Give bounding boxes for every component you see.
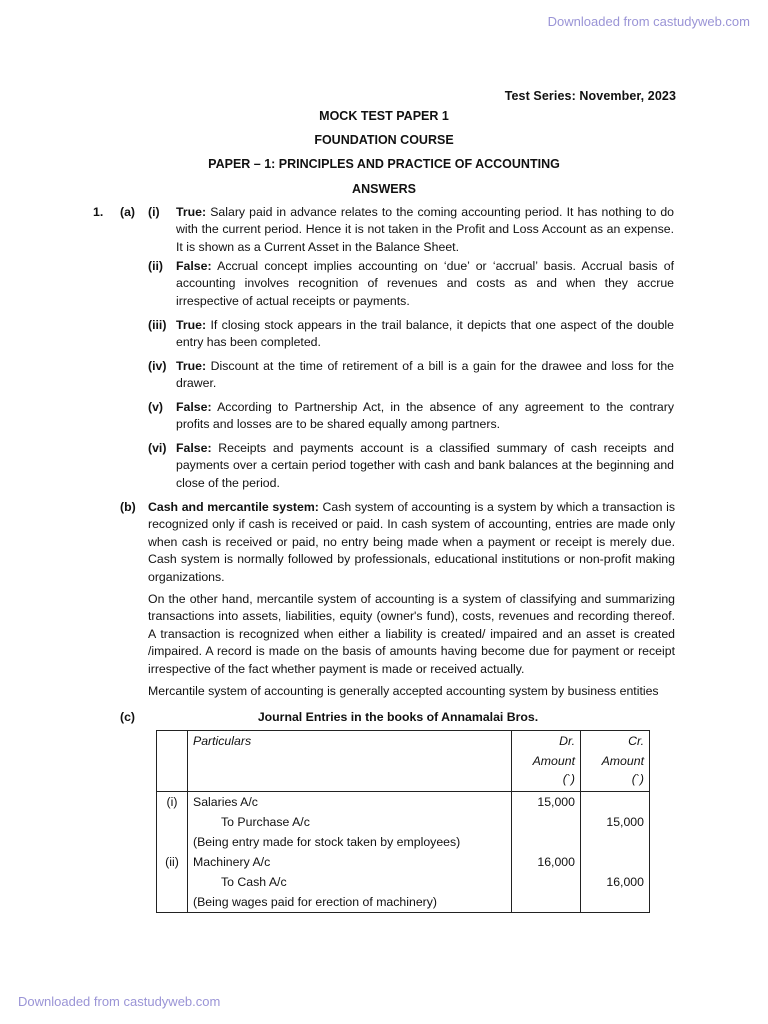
answer-a-i — [148, 204, 674, 256]
entry-number: (ii) — [157, 852, 188, 872]
answer-text: According to Partnership Act, in the absence of any agreement to the contrary profits and losses are to be shared equally among partners. — [176, 400, 674, 432]
header-particulars: Particulars — [188, 731, 512, 752]
credit-amount: 16,000 — [581, 872, 650, 892]
paper-name: PAPER – 1: PRINCIPLES AND PRACTICE OF ACCOUNTING — [208, 157, 560, 171]
part-c-label: (c) — [120, 710, 136, 724]
header-cr-currency: (`) — [581, 771, 650, 792]
debit-account: Salaries A/c — [188, 792, 512, 813]
item-number: (ii) — [148, 259, 164, 273]
table-row — [157, 832, 650, 852]
answer-text: Receipts and payments account is a classified summary of cash receipts and payments over a certain period together with cash and bank balances at the beginning and close of the period. — [176, 441, 674, 490]
journal-table — [156, 730, 650, 913]
narration: (Being entry made for stock taken by employees) — [188, 832, 512, 852]
table-header-row — [157, 731, 650, 752]
part-b-heading: Cash and mercantile system: — [148, 500, 319, 514]
part-a-label: (a) — [120, 205, 136, 219]
answer-a-iv — [148, 358, 674, 393]
table-header-row — [157, 751, 650, 771]
header-dr: Dr. — [512, 731, 581, 752]
item-number: (iii) — [148, 318, 167, 332]
header-cr: Cr. — [581, 731, 650, 752]
answer-a-vi — [148, 440, 674, 492]
header-dr-currency: (`) — [512, 771, 581, 792]
answer-b-paragraph-2: On the other hand, mercantile system of accounting is a system of classifying and summarizing transactions into assets, liabilities, equity (owner's fund), costs, revenues and recording thereof. A transaction is recognized when either a liability is created/ impaired and an asset is created /impaired. A record is made on the basis of amounts having become due for payment or receipt irrespective of the fact whether payment is made or received actually. — [148, 592, 675, 676]
answer-a-ii — [148, 258, 674, 310]
answer-a-iii — [148, 317, 674, 352]
debit-amount: 15,000 — [512, 792, 581, 813]
credit-account: To Purchase A/c — [188, 812, 512, 832]
test-series: Test Series: November, 2023 — [504, 89, 676, 103]
credit-account: To Cash A/c — [188, 872, 512, 892]
table-row — [157, 872, 650, 892]
answer-b-paragraph-1 — [148, 499, 675, 586]
table-row — [157, 892, 650, 913]
credit-amount: 15,000 — [581, 812, 650, 832]
item-number: (vi) — [148, 441, 167, 455]
debit-account: Machinery A/c — [188, 852, 512, 872]
verdict: True: — [176, 205, 207, 219]
answer-text: If closing stock appears in the trail balance, it depicts that one aspect of the double entry has been completed. — [176, 318, 674, 350]
table-row — [157, 812, 650, 832]
answer-text: Cash system of accounting is a system by which a transaction is recognized only if cash is received or paid. In cash system of accounting, entries are made only when cash is received or paid, no entry being made when a payment or receipt is merely due. Cash system is normally followed by professionals, educational institutions or non-profit making organizations. — [148, 500, 675, 584]
answer-text: Accrual concept implies accounting on ‘due’ or ‘accrual’ basis. Accrual basis of accounting involves recognition of revenues and costs as and when they accrue irrespective of actual receipts or payments. — [176, 259, 674, 308]
answer-b-paragraph-3: Mercantile system of accounting is generally accepted accounting system by business entities — [148, 684, 659, 698]
part-b-label: (b) — [120, 500, 136, 514]
verdict: False: — [176, 400, 212, 414]
answers-heading: ANSWERS — [352, 182, 416, 196]
answer-a-v — [148, 399, 674, 434]
answer-text: Salary paid in advance relates to the coming accounting period. It has nothing to do with the current period. Hence it is not taken in the Profit and Loss Account as an expense. It is shown as a Current Asset in the Balance Sheet. — [176, 205, 674, 254]
header-cr-amount: Amount — [581, 751, 650, 771]
paper-title: MOCK TEST PAPER 1 — [319, 109, 449, 123]
course-name: FOUNDATION COURSE — [314, 133, 454, 147]
watermark-top[interactable]: Downloaded from castudyweb.com — [547, 14, 750, 29]
verdict: False: — [176, 441, 212, 455]
entry-number: (i) — [157, 792, 188, 813]
item-number: (iv) — [148, 359, 167, 373]
item-number: (v) — [148, 400, 164, 414]
verdict: False: — [176, 259, 212, 273]
table-row — [157, 792, 650, 813]
table-row — [157, 852, 650, 872]
watermark-bottom[interactable]: Downloaded from castudyweb.com — [18, 994, 221, 1009]
table-header-row — [157, 771, 650, 792]
question-number: 1. — [93, 205, 104, 219]
narration: (Being wages paid for erection of machinery) — [188, 892, 512, 913]
header-dr-amount: Amount — [512, 751, 581, 771]
answer-text: Discount at the time of retirement of a bill is a gain for the drawee and loss for the drawer. — [176, 359, 674, 391]
verdict: True: — [176, 318, 207, 332]
debit-amount: 16,000 — [512, 852, 581, 872]
verdict: True: — [176, 359, 207, 373]
journal-title: Journal Entries in the books of Annamalai Bros. — [257, 710, 539, 724]
item-number: (i) — [148, 205, 160, 219]
